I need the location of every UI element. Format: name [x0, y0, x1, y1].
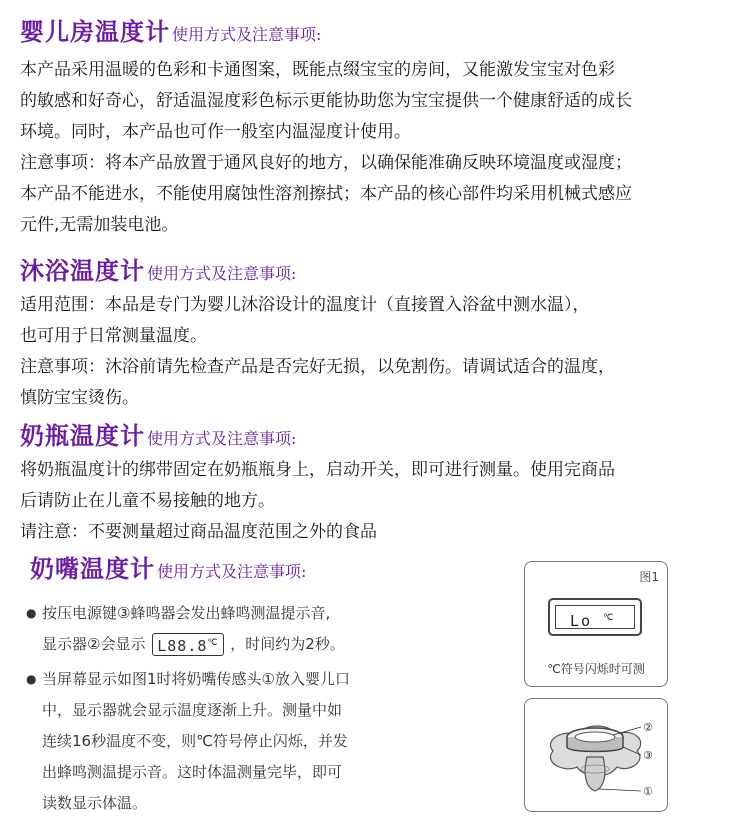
bullet-line: 中，显示器就会显示温度逐渐上升。测量中如 [42, 701, 343, 719]
section-nursery-thermometer [20, 12, 735, 241]
bullet-dot-icon: ● [26, 672, 37, 686]
section-subtitle: 使用方式及注意事项: [172, 25, 322, 44]
bullet-item [26, 598, 486, 660]
text-line: 后请防止在儿童不易接触的地方。 [20, 491, 275, 511]
section-bath-thermometer [20, 251, 735, 414]
text-line: 将奶瓶温度计的绑带固定在奶瓶瓶身上，启动开关，即可进行测量。使用完商品 [20, 460, 615, 480]
section-bottle-thermometer [20, 416, 735, 548]
callout-3: ③ [643, 749, 653, 762]
lcd-display-icon [152, 633, 223, 656]
text-line: 本产品采用温暖的色彩和卡通图案，既能点缀宝宝的房间，又能激发宝宝对色彩 [20, 60, 615, 80]
bullet-line: 连续16秒温度不变，则℃符号停止闪烁，并发 [42, 732, 348, 750]
bullet-text: 显示器②会显示 [42, 635, 146, 653]
section-heading [20, 12, 735, 47]
bullet-line [42, 629, 345, 660]
lcd-unit: ℃ [207, 638, 219, 648]
lcd-screen-icon [548, 598, 642, 636]
text-line: 元件,无需加装电池。 [20, 215, 179, 235]
screen-text: Lo [570, 612, 593, 630]
section-heading [30, 549, 486, 584]
section-body [20, 455, 735, 548]
section-heading [20, 416, 735, 451]
text-line: 的敏感和好奇心，舒适温湿度彩色标示更能协助您为宝宝提供一个健康舒适的成长 [20, 91, 632, 111]
bullet-text: ，时间约为2秒。 [230, 635, 345, 653]
section-subtitle: 使用方式及注意事项: [147, 429, 297, 448]
lcd-screen-readout [555, 605, 635, 629]
callout-1: ① [643, 785, 653, 798]
bullet-line: 读数显示体温。 [42, 794, 148, 812]
bullet-line: 按压电源键③蜂鸣器会发出蜂鸣测温提示音, [42, 604, 331, 622]
screen-unit: ℃ [603, 613, 616, 623]
text-line: 适用范围：本品是专门为婴儿沐浴设计的温度计（直接置入浴盆中测水温）， [20, 295, 590, 315]
section-body [20, 55, 735, 241]
bullet-line: 出蜂鸣测温提示音。这时体温测量完毕，即可 [42, 763, 343, 781]
bullet-dot-icon: ● [26, 606, 37, 620]
section-title: 婴儿房温度计 [20, 18, 170, 46]
section-pacifier-thermometer [26, 549, 486, 819]
text-line: 慎防宝宝烫伤。 [20, 388, 139, 408]
section-subtitle: 使用方式及注意事项: [157, 562, 307, 581]
sensor-tip-icon [585, 757, 605, 791]
lcd-text: L88.8 [157, 637, 208, 655]
section-body [20, 290, 735, 414]
section-title: 奶瓶温度计 [20, 422, 145, 450]
figure-1 [524, 561, 668, 687]
figure-label: 图1 [639, 570, 659, 584]
section-body [26, 598, 486, 819]
text-line: 环境。同时，本产品也可作一般室内温湿度计使用。 [20, 122, 411, 142]
figure-2 [524, 698, 668, 812]
bullet-item [26, 664, 486, 819]
section-title: 沐浴温度计 [20, 257, 145, 285]
section-title: 奶嘴温度计 [30, 555, 155, 583]
section-subtitle: 使用方式及注意事项: [147, 264, 297, 283]
text-line: 注意事项：将本产品放置于通风良好的地方，以确保能准确反映环境温度或湿度； [20, 153, 632, 173]
section-heading [20, 251, 735, 286]
bullet-line: 当屏幕显示如图1时将奶嘴传感头①放入婴儿口 [42, 670, 350, 688]
callout-2: ② [643, 721, 653, 734]
text-line: 本产品不能进水，不能使用腐蚀性溶剂擦拭；本产品的核心部件均采用机械式感应 [20, 184, 632, 204]
text-line: 请注意：不要测量超过商品温度范围之外的食品 [20, 522, 377, 542]
pacifier-thermometer-illustration [525, 699, 667, 811]
text-line: 也可用于日常测量温度。 [20, 326, 207, 346]
figure-caption: ℃符号闪烁时可测 [547, 662, 645, 676]
text-line: 注意事项：沐浴前请先检查产品是否完好无损，以免割伤。请调试适合的温度， [20, 357, 615, 377]
